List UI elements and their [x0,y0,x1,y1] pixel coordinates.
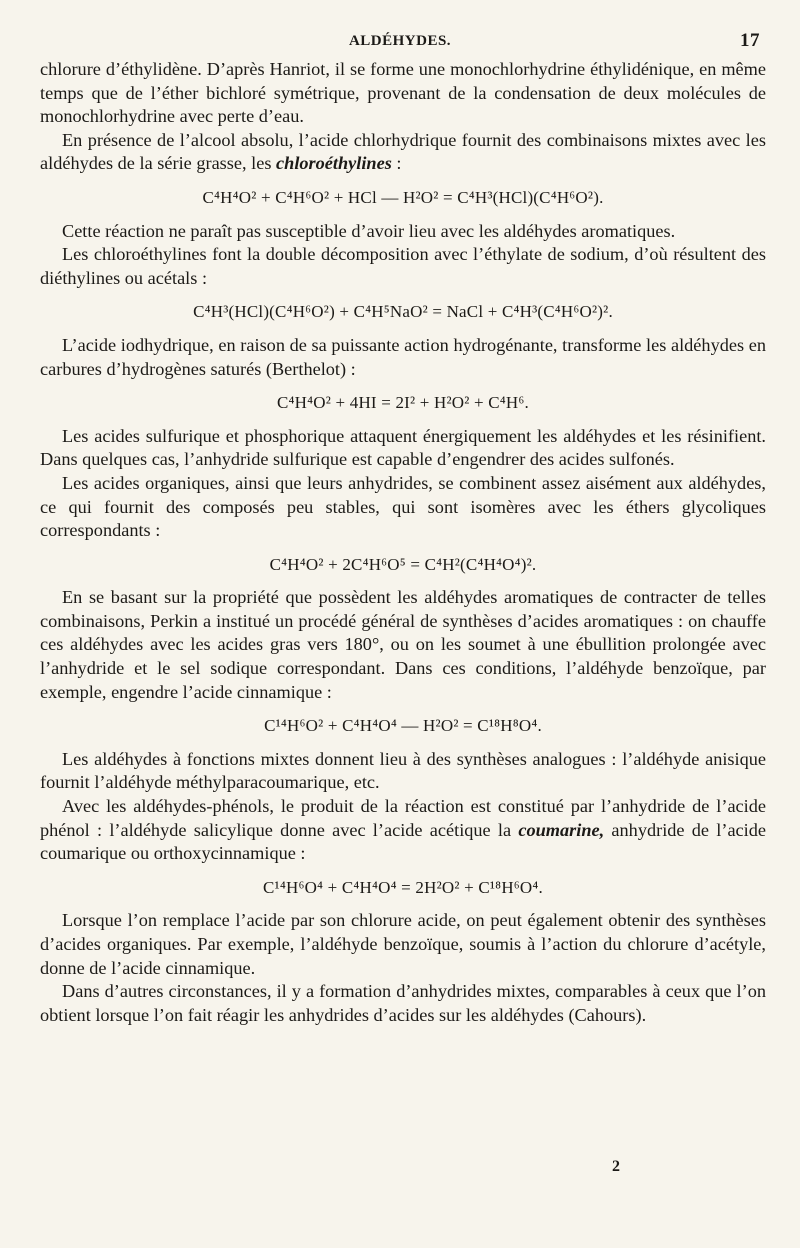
paragraph: Les acides organiques, ainsi que leurs anhydrides, se combinent assez aisément aux aldéhydes, ce qui fournit des composés peu stables, qui sont isomères avec les éthers glycoliques correspondants : [40,472,766,541]
paragraph-text: : [391,153,402,174]
chemical-formula: C⁴H⁴O² + C⁴H⁶O² + HCl — H²O² = C⁴H³(HCl)(C⁴H⁶O²). [202,187,604,207]
page-header [38,30,762,54]
paragraph: En se basant sur la propriété que possèdent les aldéhydes aromatiques de contracter de telles combinaisons, Perkin a institué un procédé général de synthèses d’acides aromatiques : on chauffe ces aldéhydes avec les acides gras vers 180°, ou on les soumet à une ébullition prolongée avec l’anhydride et le sel sodique correspondant. Dans ces conditions, l’aldéhyde benzoïque, par exemple, engendre l’acide cinnamique : [40,587,766,702]
page-number: 17 [740,30,760,51]
paragraph: Cette réaction ne paraît pas susceptible d’avoir lieu avec les aldéhydes aromatiques. [62,220,676,241]
chemical-formula: C⁴H⁴O² + 2C⁴H⁶O⁵ = C⁴H²(C⁴H⁴O⁴)². [269,554,537,574]
chemical-formula: C⁴H³(HCl)(C⁴H⁶O²) + C⁴H⁵NaO² = NaCl + C⁴H³(C⁴H⁶O²)². [193,302,613,322]
chemical-formula: C¹⁴H⁶O⁴ + C⁴H⁴O⁴ = 2H²O² + C¹⁸H⁶O⁴. [263,877,543,897]
chemical-formula: C¹⁴H⁶O² + C⁴H⁴O⁴ — H²O² = C¹⁸H⁸O⁴. [264,716,542,736]
paragraph [40,795,766,866]
paragraph: chlorure d’éthylidène. D’après Hanriot, il se forme une monochlorhydrine éthylidénique, en même temps que de l’éther bichloré symétrique, provenant de la condensation de deux molécules de monochlorhydrine avec perte d’eau. [40,59,766,127]
paragraph: Les chloroéthylines font la double décomposition avec l’éthylate de sodium, d’où résultent des diéthylines ou acétals : [40,244,766,288]
running-title: ALDÉHYDES. [348,33,452,49]
paragraph: L’acide iodhydrique, en raison de sa puissante action hydrogénante, transforme les aldéhydes en carbures d’hydrogènes saturés (Berthelot) : [40,334,766,379]
chemical-formula: C⁴H⁴O² + 4HI = 2I² + H²O² + C⁴H⁶. [277,393,529,413]
paragraph: Lorsque l’on remplace l’acide par son chlorure acide, on peut également obtenir des synthèses d’acides organiques. Par exemple, l’aldéhyde benzoïque, soumis à l’action du chlorure d’acétyle, donne de l’acide cinnamique. [40,910,766,978]
paragraph [40,129,766,176]
paragraph: Les acides sulfurique et phosphorique attaquent énergiquement les aldéhydes et les résinifient. Dans quelques cas, l’anhydride sulfurique est capable d’engendrer des acides sulfonés. [40,425,766,470]
paragraph-text: En présence de l’alcool absolu, l’acide chlorhydrique fournit des combinaisons mixtes avec les aldéhydes de la série grasse, les [40,129,766,174]
paragraph-text: Avec les aldéhydes-phénols, le produit de la réaction est constitué par l’anhydride de l’acide phénol : l’aldéhyde salicylique donne avec l’acide acétique la [40,796,766,840]
body-text [40,58,766,1027]
emphasis-term: chloroéthylines [276,153,392,174]
emphasis-term: coumarine, [518,819,605,840]
paragraph-text: anhydride de l’acide coumarique ou orthoxycinnamique : [40,819,766,864]
paragraph: Dans d’autres circonstances, il y a formation d’anhydrides mixtes, comparables à ceux que l’on obtient lorsque l’on fait réagir les anhydrides d’acides sur les aldéhydes (Cahours). [40,981,766,1025]
signature-mark: 2 [612,1158,620,1175]
paragraph: Les aldéhydes à fonctions mixtes donnent lieu à des synthèses analogues : l’aldéhyde anisique fournit l’aldéhyde méthylparacoumarique, etc. [40,748,766,793]
